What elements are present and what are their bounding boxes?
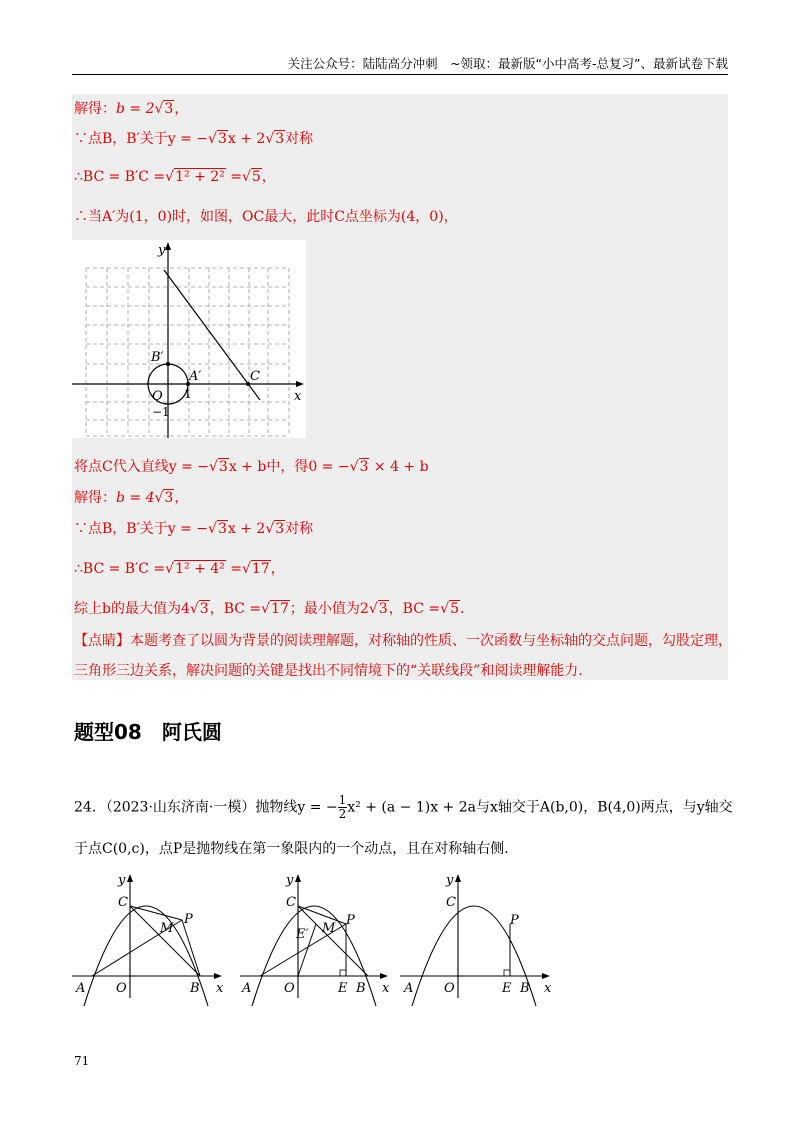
page-header	[72, 52, 728, 75]
fig3-label-a: A	[404, 981, 414, 996]
fig2-label-m: M	[322, 921, 336, 936]
fig2-label-e: E	[338, 981, 348, 996]
fig1-label-x: x	[216, 981, 224, 996]
fig1-label-m: M	[160, 921, 174, 936]
y-axis-arrow	[165, 242, 171, 250]
solution-line-9: 综上b的最大值为4√3，BC =√17；最小值为2√3，BC =√5.	[74, 601, 465, 617]
line-bc	[164, 270, 260, 400]
label-a-prime: A′	[189, 369, 202, 384]
solution-line-1: 解得：b = 2√3，	[74, 101, 189, 117]
fig3-label-e: E	[502, 981, 512, 996]
fig2-label-y: y	[286, 873, 294, 888]
parabola-figures-svg	[70, 868, 570, 1008]
solution-line-3: ∴BC = B′C =√1² + 2² =√5，	[74, 169, 276, 185]
fig2-x-arrow	[380, 973, 388, 979]
fig2-line-cb	[298, 906, 368, 976]
question-line-2: 于点C(0,c)，点P是抛物线在第一象限内的一个动点，且在对称轴右侧.	[74, 841, 509, 857]
fig1-label-c: C	[118, 895, 128, 910]
fig3-label-p: P	[510, 913, 519, 928]
page-number: 71	[74, 1054, 90, 1068]
fig1-label-a: A	[76, 981, 86, 996]
solution-block	[72, 94, 732, 680]
fig2-label-c: C	[286, 895, 296, 910]
solution-line-4: ∴当A′为(1，0)时，如图，OC最大，此时C点坐标为(4，0)，	[74, 209, 458, 225]
fig1-label-y: y	[118, 873, 126, 888]
fraction-half: $\frac{1}{2}$	[338, 793, 347, 821]
solution-line-7: ∵点B，B′关于y = −√3x + 2√3对称	[74, 521, 314, 537]
fig2-right-angle	[340, 970, 346, 976]
fig3-x-arrow	[542, 973, 550, 979]
grid-figure-svg	[72, 240, 306, 438]
fig2-label-b: B	[356, 981, 366, 996]
label-neg-one: −1	[152, 405, 170, 419]
solution-line-8: ∴BC = B′C =√1² + 4² =√17，	[74, 561, 285, 577]
header-text: 关注公众号：陆陆高分冲刺 ~领取：最新版“小中高考-总复习”、最新试卷下载	[287, 56, 728, 71]
label-c: C	[250, 369, 260, 384]
fig1-x-arrow	[214, 973, 222, 979]
fig2-label-e-prime: E′	[296, 927, 309, 942]
solution-line-6: 解得：b = 4√3，	[74, 490, 189, 506]
figure-3	[400, 873, 552, 1006]
fig1-label-p: P	[184, 912, 193, 927]
fig3-label-x: x	[544, 981, 552, 996]
fig3-label-o: O	[444, 981, 455, 996]
label-one: 1	[184, 387, 192, 401]
comment-line-2: 三角形三边关系，解决问题的关键是找出不同情境下的“关联线段”和阅读理解能力.	[74, 663, 583, 679]
label-x: x	[294, 389, 302, 404]
fig3-label-y: y	[446, 873, 454, 888]
figure-2	[240, 873, 390, 1006]
fig2-label-o: O	[284, 981, 295, 996]
fig2-label-a: A	[242, 981, 252, 996]
grid-lines	[86, 268, 289, 436]
label-b-prime: B′	[151, 350, 164, 365]
section-title: 题型08 阿氏圆	[74, 720, 222, 744]
fig3-label-c: C	[446, 895, 456, 910]
grid-figure	[72, 240, 306, 438]
x-axis-arrow	[296, 381, 304, 387]
point-b-prime	[166, 362, 170, 366]
solution-line-5: 将点C代入直线y = −√3x + b中，得0 = −√3 × 4 + b	[74, 459, 429, 475]
fig3-label-b: B	[520, 981, 530, 996]
label-o: O	[152, 389, 163, 404]
label-y: y	[158, 243, 166, 258]
comment-line-1: 【点睛】本题考查了以圆为背景的阅读理解题，对称轴的性质、一次函数与坐标轴的交点问题，勾股定理，	[74, 633, 732, 649]
fig2-label-p: P	[346, 913, 355, 928]
fig2-y-arrow	[295, 874, 301, 882]
fig1-label-b: B	[190, 981, 200, 996]
fig1-y-arrow	[127, 874, 133, 882]
question-line-1: 24．（2023·山东济南·一模）抛物线y = − $\frac{1}{2}x^2 + (a - 1)x + 2a$与x轴交于A(b,0)，B(4,0)两点，与y轴交	[74, 793, 733, 821]
figure-1	[72, 873, 224, 1006]
fig3-right-angle	[504, 970, 510, 976]
fig1-label-o: O	[116, 981, 127, 996]
parabola-figures	[70, 868, 570, 1012]
fig2-label-x: x	[382, 981, 390, 996]
solution-line-2: ∵点B，B′关于y = −√3x + 2√3对称	[74, 131, 314, 147]
fig3-y-arrow	[455, 874, 461, 882]
